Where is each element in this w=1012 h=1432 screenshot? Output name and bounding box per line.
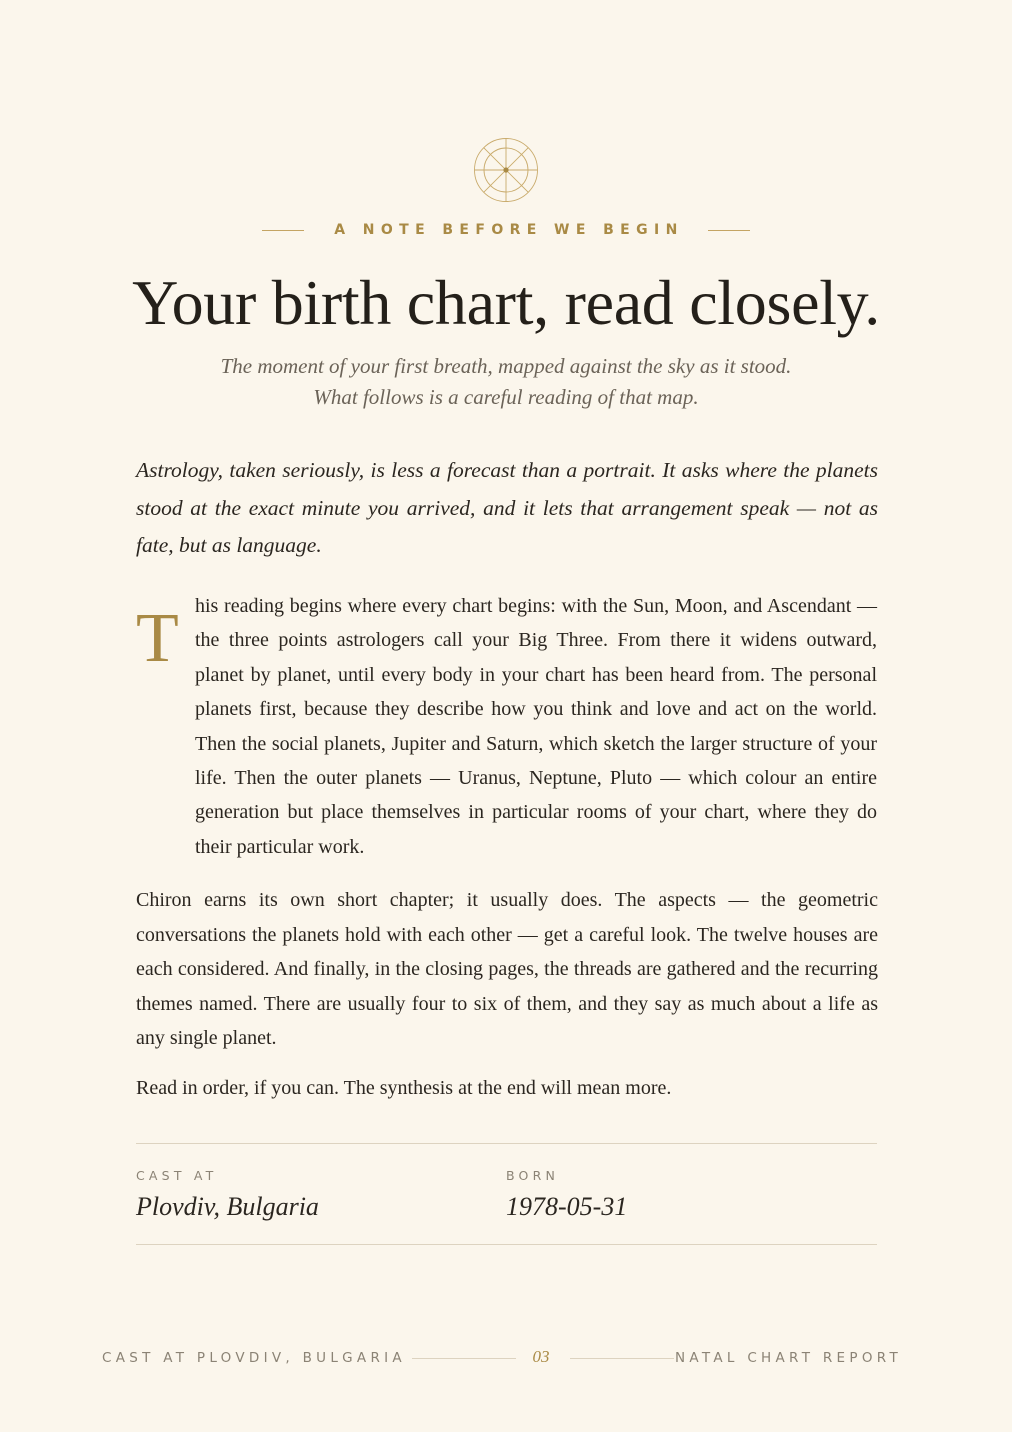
body-paragraph-3: Read in order, if you can. The synthesis at the end will mean more.	[136, 1077, 672, 1099]
intro-lede: Astrology, taken seriously, is less a forecast than a portrait. It asks where the planets stood at the exact minute you arrived, and it lets that arrangement speak — not as fate, but as language.	[136, 458, 878, 557]
meta-divider-bottom	[136, 1244, 877, 1245]
page-subtitle: The moment of your first breath, mapped against the sky as it stood. What follows is a careful reading of that map.	[220, 354, 792, 409]
cast-at-label: CAST AT	[136, 1168, 218, 1183]
born-value: 1978-05-31	[506, 1192, 628, 1221]
meta-cast-at	[136, 1168, 319, 1222]
body-paragraph-1: his reading begins where every chart begins: with the Sun, Moon, and Ascendant — the three points astrologers call your Big Three. From there it widens outward, planet by planet, until every body in your chart has been heard from. The personal planets first, because they describe how you think and love and act on the world. Then the social planets, Jupiter and Saturn, which sketch the larger structure of your life. Then the outer planets — Uranus, Neptune, Pluto — which colour an entire generation but place themselves in particular rooms of your chart, where they do their particular work.	[195, 595, 877, 858]
footer-report-title: NATAL CHART REPORT	[675, 1350, 903, 1366]
kicker-rule-right	[708, 230, 750, 231]
footer-rule-left	[412, 1358, 516, 1359]
page-title: Your birth chart, read closely.	[132, 267, 880, 338]
page-number: 03	[532, 1347, 550, 1366]
birth-chart-wheel-icon	[473, 137, 539, 203]
born-label: BORN	[506, 1168, 560, 1183]
kicker-label: A NOTE BEFORE WE BEGIN	[334, 222, 684, 238]
kicker-rule-left	[262, 230, 304, 231]
cast-at-value: Plovdiv, Bulgaria	[136, 1192, 319, 1221]
body-paragraph-2: Chiron earns its own short chapter; it usually does. The aspects — the geometric conversations the planets hold with each other — get a careful look. The twelve houses are each considered. And finally, in the closing pages, the threads are gathered and the recurring themes named. There are usually four to six of them, and they say as much about a life as any single planet.	[136, 889, 878, 1050]
drop-cap: T	[136, 600, 179, 677]
footer-rule-right	[570, 1358, 674, 1359]
meta-born	[506, 1168, 627, 1222]
footer-location: CAST AT PLOVDIV, BULGARIA	[102, 1350, 406, 1366]
meta-divider-top	[136, 1143, 877, 1144]
section-kicker	[0, 222, 1012, 238]
